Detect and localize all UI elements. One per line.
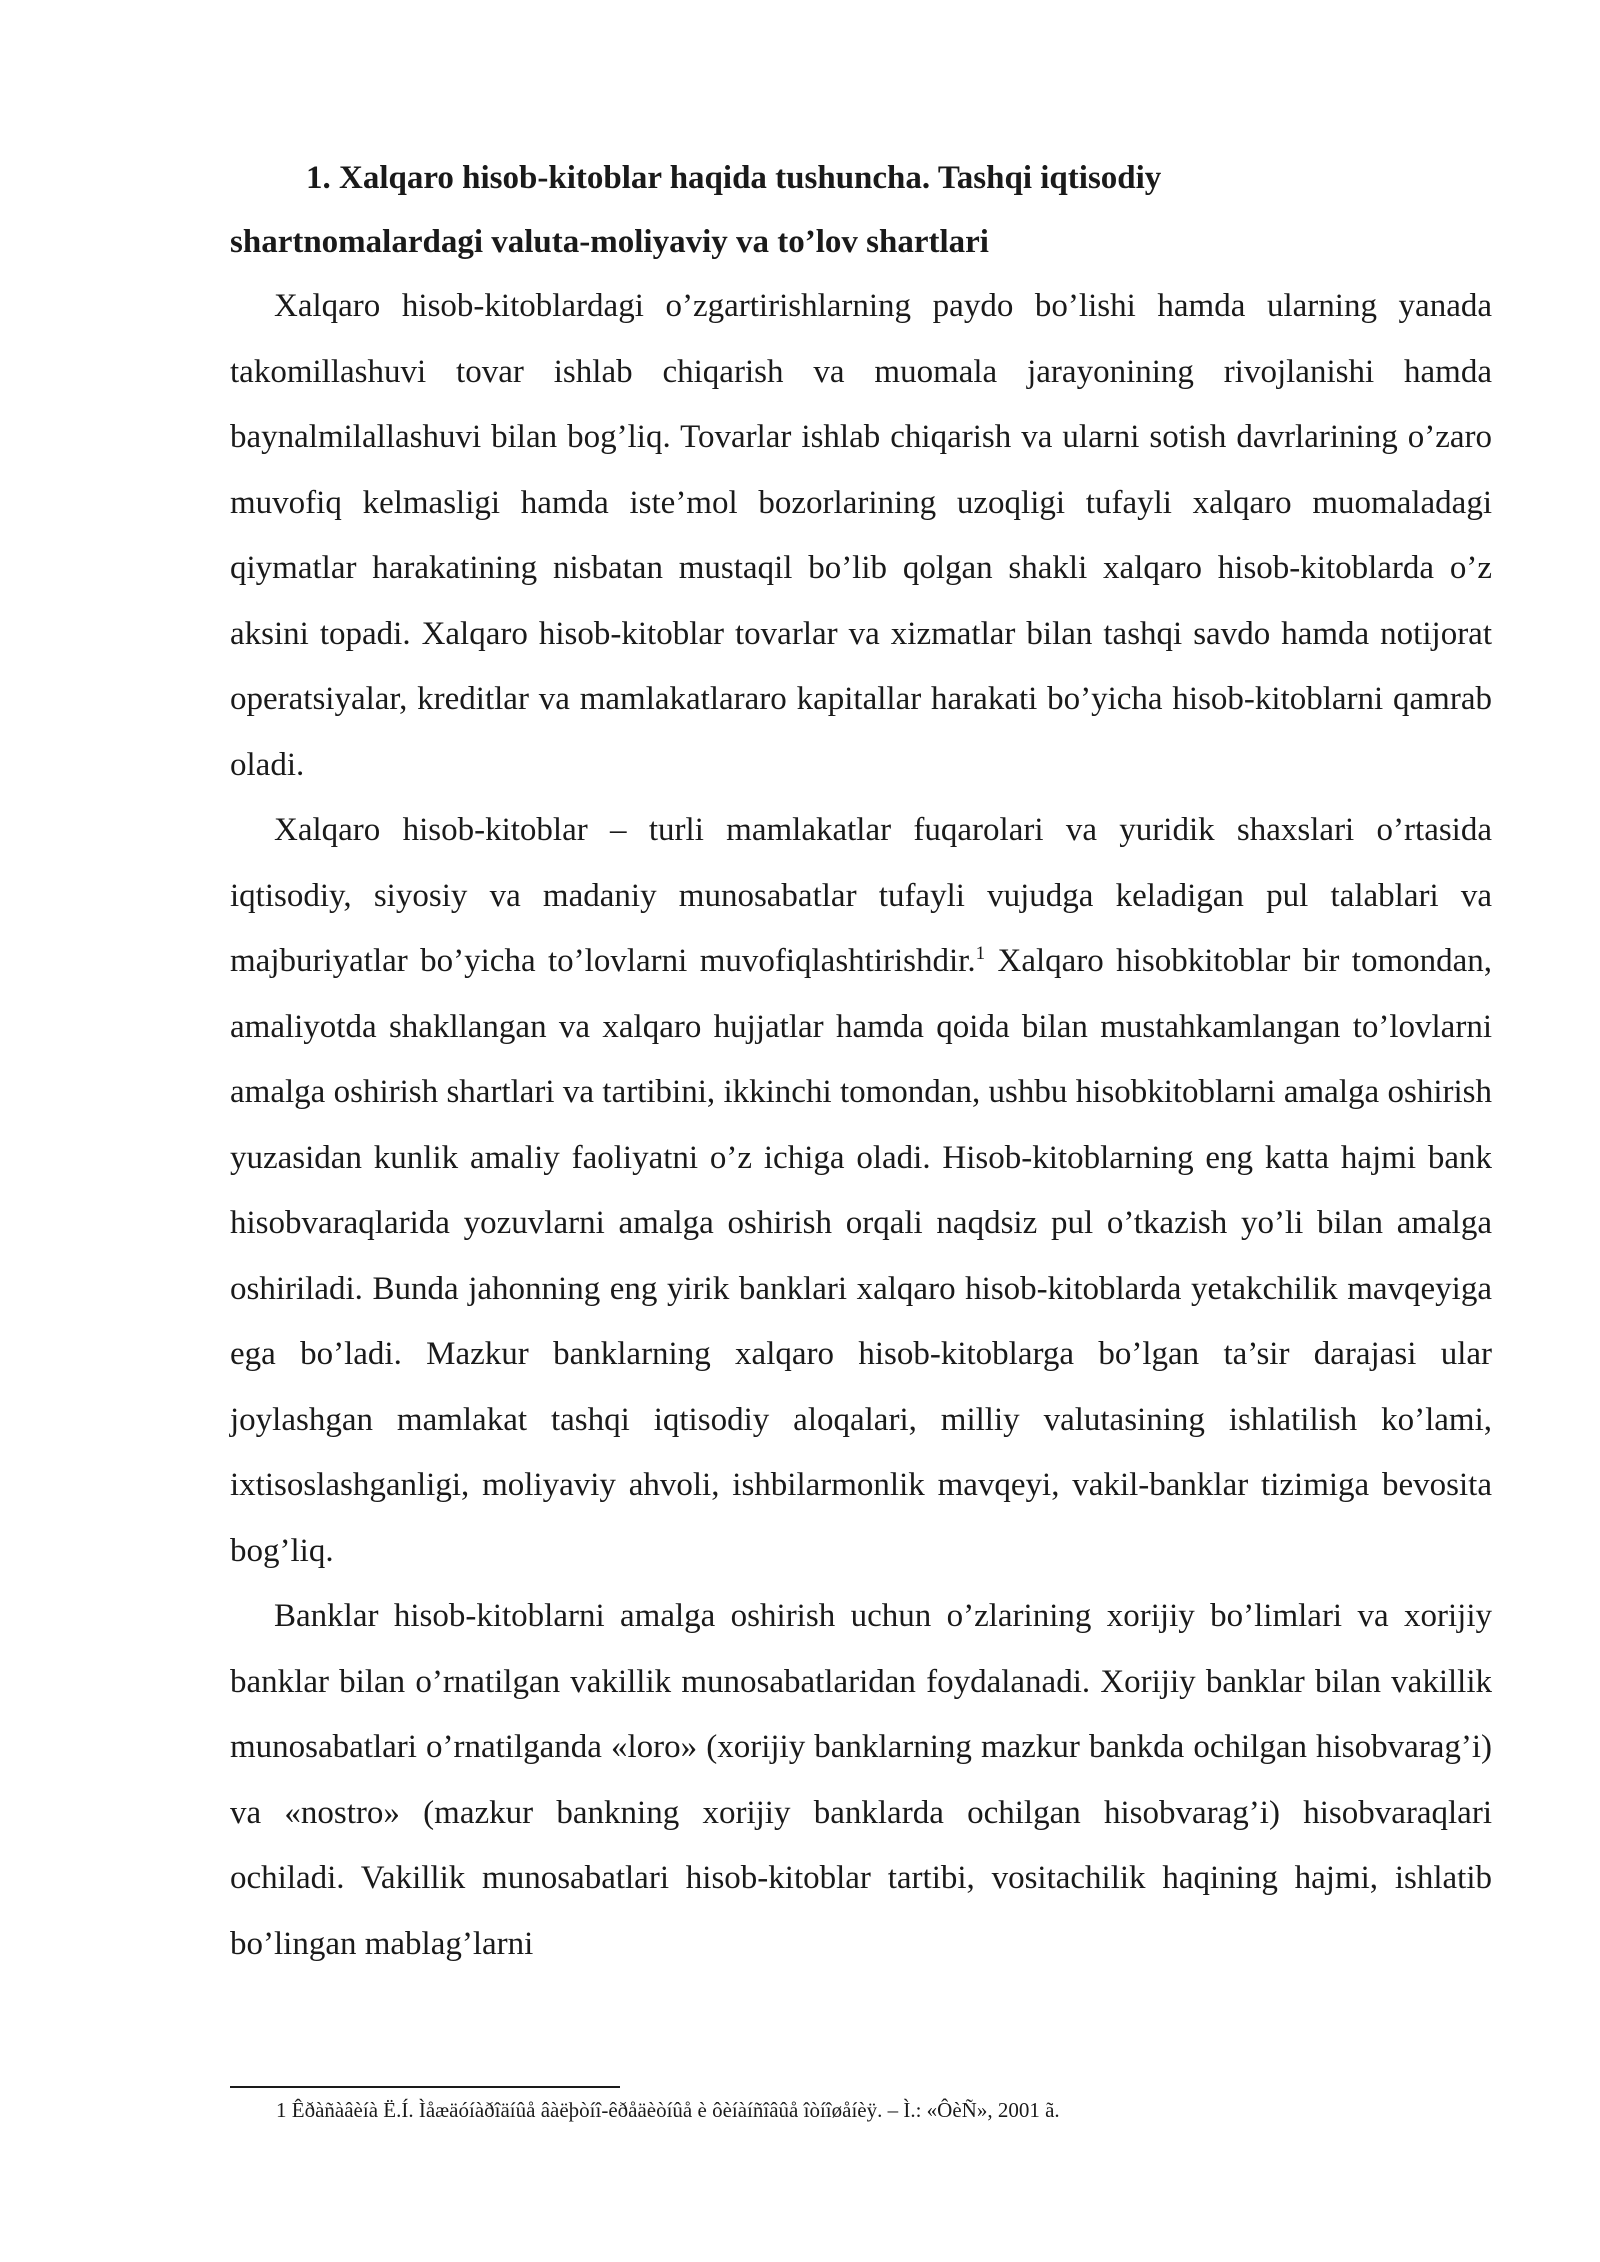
document-page xyxy=(230,146,1492,1977)
paragraph-2-continuation: Xalqaro hisobkitoblar bir tomondan, amaliyotda shakllangan va xalqaro hujjatlar hamda qoida bilan mustahkamlangan to’lovlarni amalga oshirish shartlari va tartibini, ikkinchi tomondan, ushbu hisobkitoblarni amalga oshirish yuzasidan kunlik amaliy faoliyatni o’z ichiga oladi. Hisob-kitoblarning eng katta hajmi bank hisobvaraqlarida yozuvlarni amalga oshirish orqali naqdsiz pul o’tkazish yo’li bilan amalga oshiriladi. Bunda jahonning eng yirik banklari xalqaro hisob-kitoblarda yetakchilik mavqeyiga ega bo’ladi. Mazkur banklarning xalqaro hisob-kitoblarga bo’lgan ta’sir darajasi ular joylashgan mamlakat tashqi iqtisodiy aloqalari, milliy valutasining ishlatilish ko’lami, ixtisoslashganligi, moliyaviy ahvoli, ishbilarmonlik mavqeyi, vakil-banklar tizimiga bevosita bog’liq. xyxy=(230,943,1493,1569)
heading-line-1: 1. Xalqaro hisob-kitoblar haqida tushuncha. Tashqi iqtisodiy xyxy=(306,160,1162,196)
footnote-reference[interactable]: 1 xyxy=(975,943,986,964)
paragraph-1: Xalqaro hisob-kitoblardagi o’zgartirishlarning paydo bo’lishi hamda ularning yanada takomillashuvi tovar ishlab chiqarish va muomala jarayonining rivojlanishi hamda baynalmilallashuvi bilan bog’liq. Tovarlar ishlab chiqarish va ularni sotish davrlarining o’zaro muvofiq kelmasligi hamda iste’mol bozorlarining uzoqligi tufayli xalqaro muomaladagi qiymatlar harakatining nisbatan mustaqil bo’lib qolgan shakli xalqaro hisob-kitoblarda o’z aksini topadi. Xalqaro hisob-kitoblar tovarlar va xizmatlar bilan tashqi savdo hamda notijorat operatsiyalar, kreditlar va mamlakatlararo kapitallar harakati bo’yicha hisob-kitoblarni qamrab oladi. xyxy=(230,288,1492,783)
section-heading xyxy=(230,146,1492,274)
paragraph-2-text: Xalqaro hisob-kitoblar – turli mamlakatlar fuqarolari va yuridik shaxslari o’rtasida iqtisodiy, siyosiy va madaniy munosabatlar tufayli vujudga keladigan pul talablari va majburiyatlar bo’yicha to’lovlarni muvofiqlashtirishdir. xyxy=(230,812,1492,979)
footnote: 1 Êðàñàâèíà Ë.Í. Ìåæäóíàðîäíûå âàëþòíî-êðåäèòíûå è ôèíàíñîâûå îòíîøåíèÿ. – Ì.: «ÔèÑ», 2001 ã. xyxy=(276,2098,1060,2122)
paragraph-2 xyxy=(230,798,1492,1584)
paragraph-3: Banklar hisob-kitoblarni amalga oshirish uchun o’zlarining xorijiy bo’limlari va xorijiy banklar bilan o’rnatilgan vakillik munosabatlaridan foydalanadi. Xorijiy banklar bilan vakillik munosabatlari o’rnatilganda «loro» (xorijiy banklarning mazkur bankda ochilgan hisobvarag’i) va «nostro» (mazkur bankning xorijiy banklarda ochilgan hisobvarag’i) hisobvaraqlari ochiladi. Vakillik munosabatlari hisob-kitoblar tartibi, vositachilik haqining hajmi, ishlatib bo’lingan mablag’larni xyxy=(230,1598,1492,1962)
footnote-separator xyxy=(230,2086,620,2088)
heading-line-2: shartnomalardagi valuta-moliyaviy va to’lov shartlari xyxy=(230,224,989,260)
